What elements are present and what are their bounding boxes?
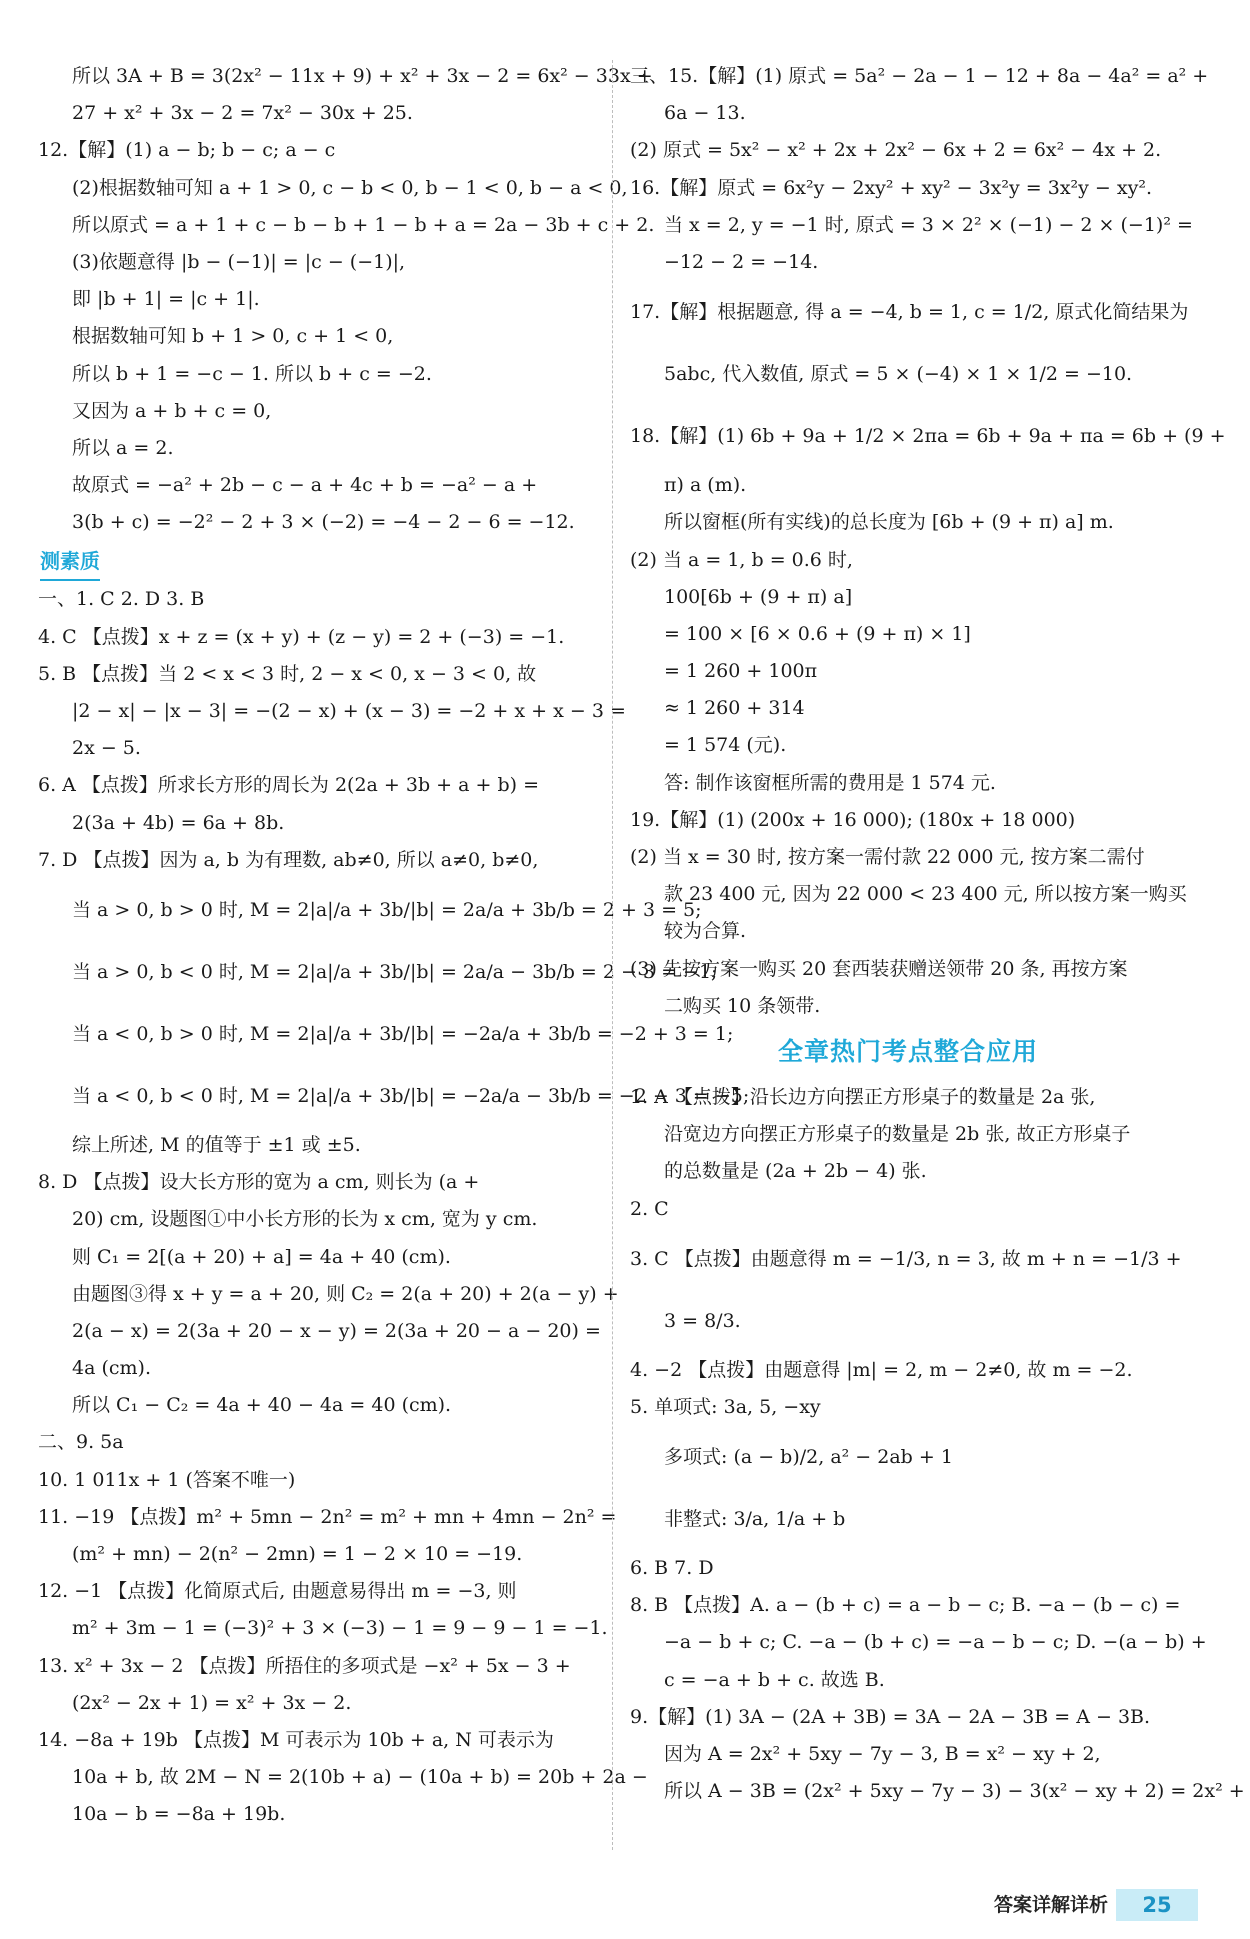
left-line: (2x² − 2x + 1) = x² + 3x − 2.	[72, 1691, 352, 1714]
right-line: 沿宽边方向摆正方形桌子的数量是 2b 张, 故正方形桌子	[664, 1123, 1131, 1146]
right-line: 3 = 8/3.	[664, 1309, 741, 1332]
left-line: 2(3a + 4b) = 6a + 8b.	[72, 811, 285, 834]
right-line: 多项式: (a − b)/2, a² − 2ab + 1	[664, 1446, 953, 1469]
right-line: (2) 原式 = 5x² − x² + 2x + 2x² − 6x + 2 = 6x² − 4x + 2.	[630, 139, 1162, 162]
right-line: ≈ 1 260 + 314	[664, 697, 805, 720]
left-line: 故原式 = −a² + 2b − c − a + 4c + b = −a² − a +	[72, 474, 538, 497]
right-line: = 1 574 (元).	[664, 734, 787, 757]
left-line: 由题图③得 x + y = a + 20, 则 C₂ = 2(a + 20) + 2(a − y) +	[72, 1282, 619, 1305]
right-line: 16.【解】原式 = 6x²y − 2xy² + xy² − 3x²y = 3x²y − xy².	[630, 176, 1152, 199]
left-line: |2 − x| − |x − 3| = −(2 − x) + (x − 3) = −2 + x + x − 3 =	[72, 700, 626, 722]
right-line: (2) 当 a = 1, b = 0.6 时,	[630, 548, 853, 571]
left-line: 12.【解】(1) a − b; b − c; a − c	[38, 139, 336, 162]
left-line: 所以 a = 2.	[72, 436, 174, 459]
left-line: 8. D 【点拨】设大长方形的宽为 a cm, 则长为 (a +	[38, 1171, 480, 1194]
right-line: 8. B 【点拨】A. a − (b + c) = a − b − c; B. −a − (b − c) =	[630, 1594, 1181, 1617]
right-line: 9.【解】(1) 3A − (2A + 3B) = 3A − 2A − 3B = A − 3B.	[630, 1705, 1151, 1728]
left-line: 4. C 【点拨】x + z = (x + y) + (z − y) = 2 + (−3) = −1.	[38, 625, 565, 648]
left-line: 即 |b + 1| = |c + 1|.	[72, 288, 260, 311]
left-line: 当 a > 0, b < 0 时, M = 2|a|/a + 3b/|b| = 2a/a − 3b/b = 2 − 3 = −1;	[72, 960, 718, 983]
left-line: 所以 3A + B = 3(2x² − 11x + 9) + x² + 3x − 2 = 6x² − 33x +	[72, 65, 653, 87]
right-line: 款 23 400 元, 因为 22 000 < 23 400 元, 所以按方案一购买	[664, 883, 1187, 906]
right-line: 6. B 7. D	[630, 1557, 714, 1580]
right-line: 4. −2 【点拨】由题意得 |m| = 2, m − 2≠0, 故 m = −2.	[630, 1358, 1133, 1381]
left-line: 27 + x² + 3x − 2 = 7x² − 30x + 25.	[72, 102, 413, 125]
left-line: 综上所述, M 的值等于 ±1 或 ±5.	[72, 1133, 361, 1156]
right-line: 答: 制作该窗框所需的费用是 1 574 元.	[664, 771, 996, 794]
left-line: 7. D 【点拨】因为 a, b 为有理数, ab≠0, 所以 a≠0, b≠0,	[38, 848, 539, 871]
left-line: 10a + b, 故 2M − N = 2(10b + a) − (10a + b) = 20b + 2a −	[72, 1766, 648, 1789]
left-line: (3)依题意得 |b − (−1)| = |c − (−1)|,	[72, 250, 406, 273]
left-line: 所以 b + 1 = −c − 1. 所以 b + c = −2.	[72, 362, 432, 385]
column-divider	[612, 60, 613, 1850]
section-title: 测素质	[40, 543, 100, 581]
left-line: 3(b + c) = −2² − 2 + 3 × (−2) = −4 − 2 − 6 = −12.	[72, 511, 575, 534]
left-line: 二、9. 5a	[38, 1431, 124, 1454]
right-line: (3) 先按方案一购买 20 套西装获赠送领带 20 条, 再按方案	[630, 957, 1128, 980]
left-line: 13. x² + 3x − 2 【点拨】所捂住的多项式是 −x² + 5x − 3 +	[38, 1654, 571, 1677]
left-line: 根据数轴可知 b + 1 > 0, c + 1 < 0,	[72, 325, 394, 348]
left-line: 10a − b = −8a + 19b.	[72, 1803, 286, 1826]
right-line: 较为合算.	[664, 920, 747, 943]
left-line: 10. 1 011x + 1 (答案不唯一)	[38, 1468, 296, 1491]
right-line: c = −a + b + c. 故选 B.	[664, 1668, 885, 1691]
left-line: 11. −19 【点拨】m² + 5mn − 2n² = m² + mn + 4mn − 2n² =	[38, 1505, 617, 1528]
left-line: 2x − 5.	[72, 737, 141, 760]
left-line: 20) cm, 设题图①中小长方形的长为 x cm, 宽为 y cm.	[72, 1208, 538, 1231]
left-line: 则 C₁ = 2[(a + 20) + a] = 4a + 40 (cm).	[72, 1245, 451, 1268]
right-line: = 100 × [6 × 0.6 + (9 + π) × 1]	[664, 622, 971, 645]
right-line: 的总数量是 (2a + 2b − 4) 张.	[664, 1160, 927, 1183]
right-line: 所以 A − 3B = (2x² + 5xy − 7y − 3) − 3(x² − xy + 2) = 2x² +	[664, 1780, 1245, 1803]
right-line: 3. C 【点拨】由题意得 m = −1/3, n = 3, 故 m + n = −1/3 +	[630, 1247, 1182, 1270]
left-line: 4a (cm).	[72, 1357, 151, 1380]
right-line: 二购买 10 条领带.	[664, 994, 821, 1017]
right-line: 因为 A = 2x² + 5xy − 7y − 3, B = x² − xy + 2,	[664, 1743, 1101, 1765]
left-line: 所以 C₁ − C₂ = 4a + 40 − 4a = 40 (cm).	[72, 1394, 452, 1417]
right-line: 19.【解】(1) (200x + 16 000); (180x + 18 000)	[630, 808, 1076, 831]
right-line: −a − b + c; C. −a − (b + c) = −a − b − c; D. −(a − b) +	[664, 1631, 1207, 1654]
right-line: 100[6b + (9 + π) a]	[664, 585, 853, 608]
left-line: 6. A 【点拨】所求长方形的周长为 2(2a + 3b + a + b) =	[38, 774, 539, 797]
right-line: 5. 单项式: 3a, 5, −xy	[630, 1395, 821, 1418]
left-line: 12. −1 【点拨】化简原式后, 由题意易得出 m = −3, 则	[38, 1580, 517, 1603]
right-line: = 1 260 + 100π	[664, 660, 818, 683]
right-line: 18.【解】(1) 6b + 9a + 1/2 × 2πa = 6b + 9a + πa = 6b + (9 +	[630, 425, 1226, 448]
right-line: 当 x = 2, y = −1 时, 原式 = 3 × 2² × (−1) − 2 × (−1)² =	[664, 213, 1193, 236]
left-line: m² + 3m − 1 = (−3)² + 3 × (−3) − 1 = 9 − 9 − 1 = −1.	[72, 1617, 608, 1640]
left-line: 14. −8a + 19b 【点拨】M 可表示为 10b + a, N 可表示为	[38, 1728, 554, 1751]
right-line: 三、15.【解】(1) 原式 = 5a² − 2a − 1 − 12 + 8a − 4a² = a² +	[630, 65, 1209, 87]
left-line: 又因为 a + b + c = 0,	[72, 399, 272, 422]
left-line: (2)根据数轴可知 a + 1 > 0, c − b < 0, b − 1 < 0, b − a < 0,	[72, 176, 628, 199]
right-line: 非整式: 3/a, 1/a + b	[664, 1508, 846, 1531]
right-line: 1. A 【点拨】沿长边方向摆正方形桌子的数量是 2a 张,	[630, 1085, 1096, 1108]
right-line: 所以窗框(所有实线)的总长度为 [6b + (9 + π) a] m.	[664, 511, 1114, 534]
right-line: −12 − 2 = −14.	[664, 250, 819, 273]
right-column	[630, 58, 1245, 1810]
right-line: 5abc, 代入数值, 原式 = 5 × (−4) × 1 × 1/2 = −10.	[664, 363, 1133, 386]
footer-label: 答案详解详析	[993, 1894, 1108, 1916]
left-line: 当 a < 0, b > 0 时, M = 2|a|/a + 3b/|b| = −2a/a + 3b/b = −2 + 3 = 1;	[72, 1022, 734, 1045]
page-number: 25	[1116, 1889, 1198, 1921]
right-line: π) a (m).	[664, 474, 747, 497]
left-line: 一、1. C 2. D 3. B	[38, 588, 205, 611]
left-line: 2(a − x) = 2(3a + 20 − x − y) = 2(3a + 20 − a − 20) =	[72, 1319, 601, 1342]
right-line: (2) 当 x = 30 时, 按方案一需付款 22 000 元, 按方案二需付	[630, 846, 1145, 868]
right-line: 2. C	[630, 1197, 669, 1220]
left-line: 所以原式 = a + 1 + c − b − b + 1 − b + a = 2a − 3b + c + 2.	[72, 213, 655, 236]
left-line: 5. B 【点拨】当 2 < x < 3 时, 2 − x < 0, x − 3 < 0, 故	[38, 662, 537, 685]
left-line: 当 a > 0, b > 0 时, M = 2|a|/a + 3b/|b| = 2a/a + 3b/b = 2 + 3 = 5;	[72, 898, 702, 921]
chapter-title: 全章热门考点整合应用	[777, 1036, 1038, 1066]
right-line: 6a − 13.	[664, 102, 746, 125]
right-line: 17.【解】根据题意, 得 a = −4, b = 1, c = 1/2, 原式化简结果为	[630, 301, 1189, 324]
left-line: 当 a < 0, b < 0 时, M = 2|a|/a + 3b/|b| = −2a/a − 3b/b = −2 − 3 = −5;	[72, 1084, 750, 1107]
left-line: (m² + mn) − 2(n² − 2mn) = 1 − 2 × 10 = −19.	[72, 1543, 523, 1565]
